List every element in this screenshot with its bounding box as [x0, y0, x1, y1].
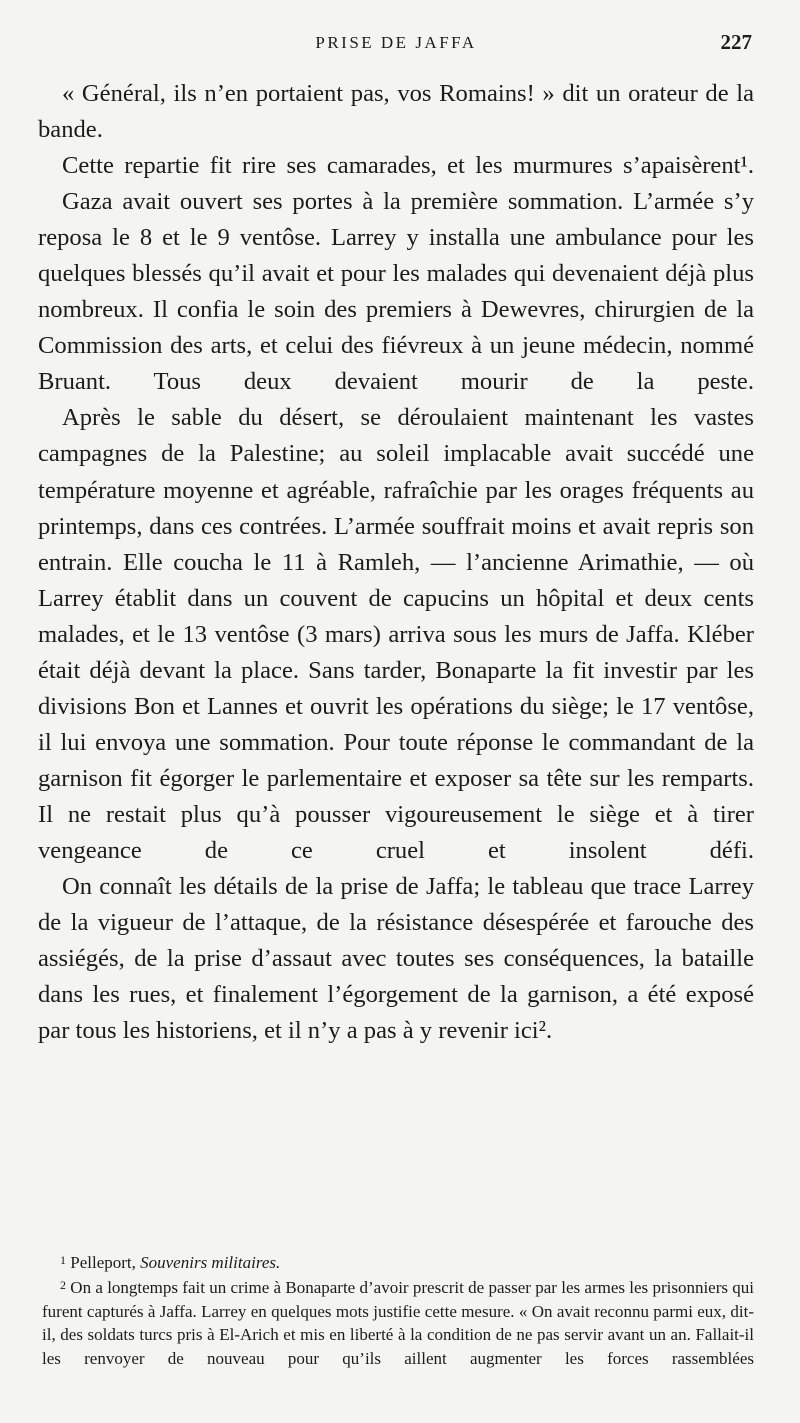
paragraph-2: Cette repartie fit rire ses camarades, et les murmures s’apaisèrent¹. [62, 152, 754, 180]
footnote-1-title: Souvenirs militaires. [140, 1253, 281, 1272]
footnote-1-author: Pelleport, [70, 1253, 136, 1272]
running-title: PRISE DE JAFFA [315, 33, 477, 52]
footnote-2-text: On a longtemps fait un crime à Bonaparte d’avoir prescrit de passer par les armes les prisonniers qui furent capturés à Jaffa. Larrey en quelques mots justifie cette mesure. « On avait reconnu parmi eux, dit-il, des soldats turcs pris à El-Arich et mis en liberté à la condition de ne pas servir avant un an. Fallait-il les renvoyer de nouveau pour qu’ils aillent augmenter les forces rassemblées [42, 1278, 755, 1368]
paragraph-4: Après le sable du désert, se déroulaient maintenant les vastes campagnes de la Palestine; au soleil implacable avait succédé une température moyenne et agréable, rafraîchie par les orages fréquents au printemps, dans ces contrées. L’armée souffrait moins et avait repris son entrain. Elle coucha le 11 à Ramleh, — l’ancienne Arimathie, — où Larrey établit dans un couvent de capucins un hôpital et deux cents malades, et le 13 ventôse (3 mars) arriva sous les murs de Jaffa. Kléber était déjà devant la place. Sans tarder, Bonaparte la fit investir par les divisions Bon et Lannes et ouvrit les opérations du siège; le 17 ventôse, il lui envoya une sommation. Pour toute réponse le commandant de la garnison fit égorger le parlementaire et exposer sa tête sur les remparts. Il ne restait plus qu’à pousser vigoureusement le siège et à tirer vengeance de ce cruel et insolent défi. [38, 404, 754, 864]
paragraph-3: Gaza avait ouvert ses portes à la première sommation. L’armée s’y reposa le 8 et le 9 ventôse. Larrey y installa une ambulance pour les quelques blessés qu’il avait et pour les malades qui devenaient déjà plus nombreux. Il confia le soin des premiers à Dewevres, chirurgien de la Commission des arts, et celui des fiévreux à un jeune médecin, nommé Bruant. Tous deux devaient mourir de la peste. [38, 188, 754, 396]
footnote-1 [42, 1249, 754, 1274]
body-text [38, 76, 754, 1049]
paragraph-5: On connaît les détails de la prise de Jaffa; le tableau que trace Larrey de la vigueur de l’attaque, de la résistance désespérée et farouche des assiégés, de la prise d’assaut avec toutes ses conséquences, la bataille dans les rues, et finalement l’égorgement de la garnison, a été exposé par tous les historiens, et il n’y a pas à y revenir ici². [38, 873, 754, 1045]
running-header [40, 30, 752, 58]
footnote-1-marker: 1 [60, 1253, 66, 1267]
paragraph-1: « Général, ils n’en portaient pas, vos Romains! » dit un orateur de la bande. [38, 80, 754, 144]
footnote-2-marker: 2 [60, 1278, 66, 1293]
footnotes [42, 1249, 754, 1370]
footnote-2 [42, 1274, 754, 1370]
page-number: 227 [720, 30, 752, 54]
